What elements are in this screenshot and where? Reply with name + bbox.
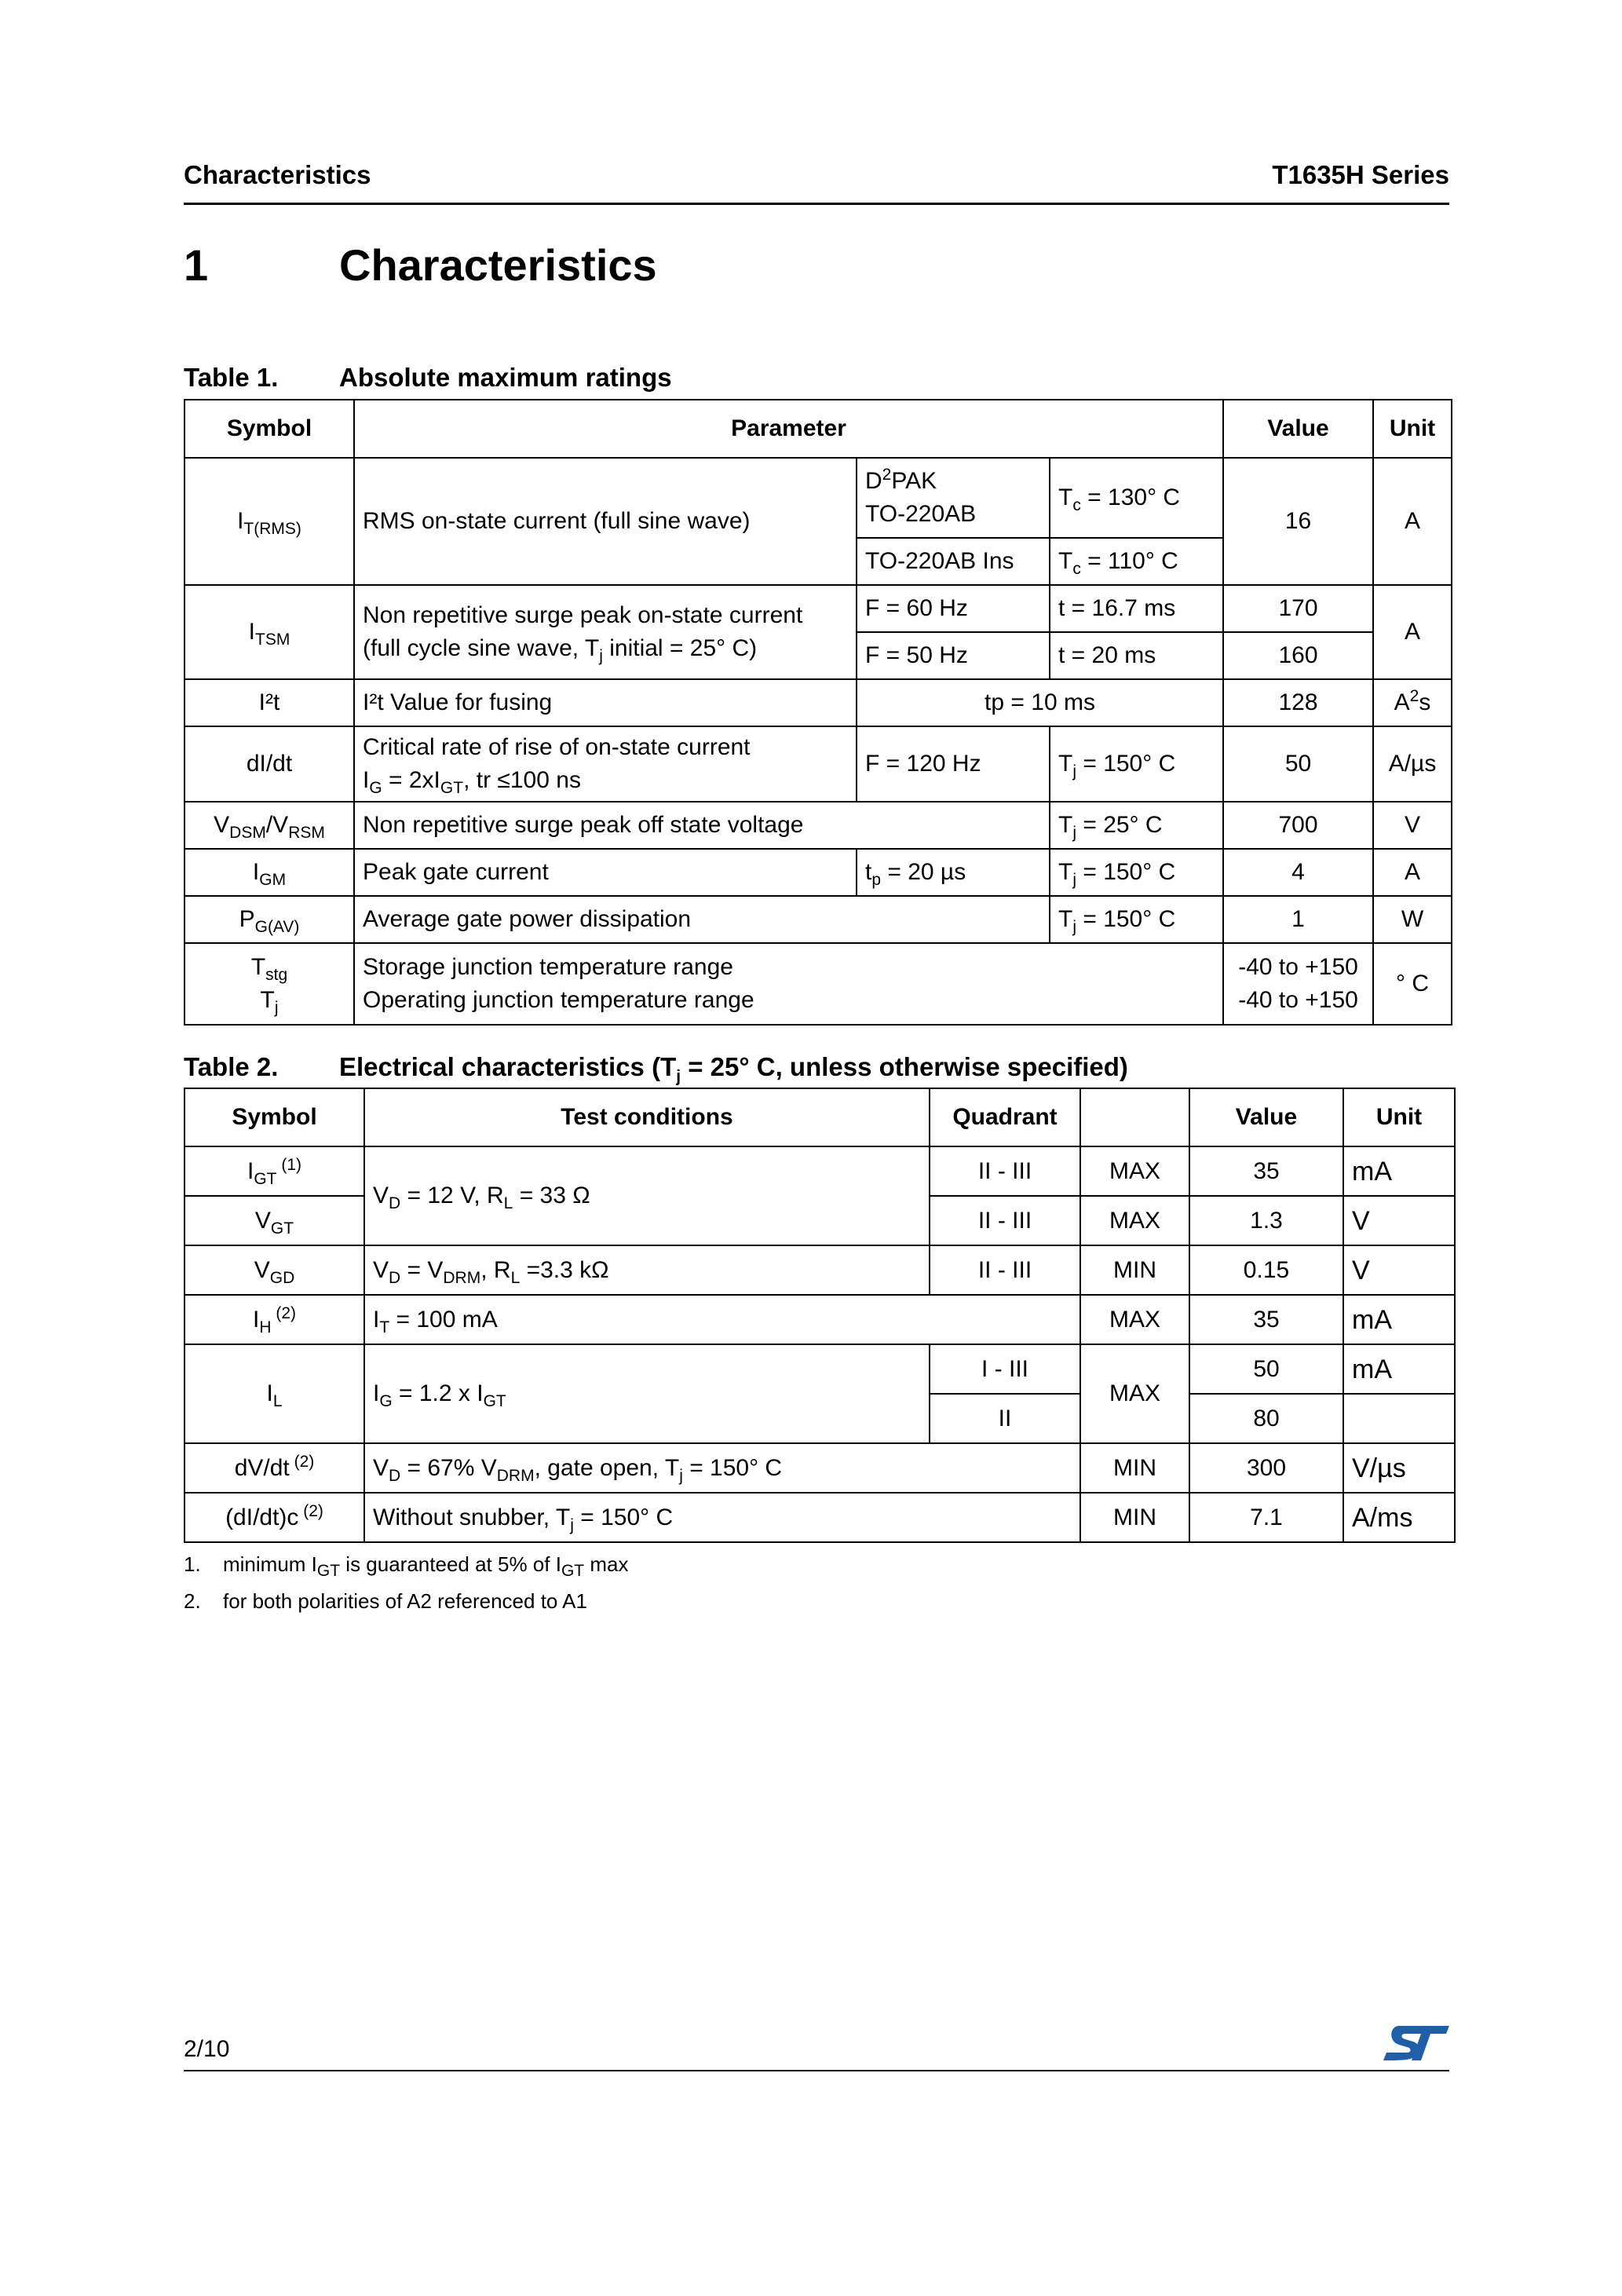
- symbol-cell: (dI/dt)c $^{(2)}$: [184, 1493, 364, 1542]
- col-header-value: Value: [1223, 400, 1373, 458]
- condition-cell: $T_j = 150^\circ$ C: [1050, 726, 1223, 802]
- footnote-1: 1. minimum $I_{GT}$ is guaranteed at 5% of $I_{GT}$ max: [184, 1552, 629, 1581]
- table-row: [184, 1146, 1455, 1196]
- value-cell: 0.15: [1189, 1245, 1343, 1295]
- value-cell: 700: [1223, 802, 1373, 849]
- header-rule: [184, 203, 1449, 205]
- table1-title: Absolute maximum ratings: [339, 363, 672, 392]
- test-condition-cell: $V_D = V_{DRM}$, $R_L =3.3$ kΩ: [364, 1245, 930, 1295]
- unit-cell: ° C: [1373, 943, 1452, 1025]
- limit-cell: MAX: [1080, 1196, 1189, 1245]
- parameter-cell: I²t Value for fusing: [354, 679, 857, 726]
- table-row: [184, 1295, 1455, 1344]
- symbol-cell: $V_{GD}$: [184, 1245, 364, 1295]
- parameter-cell: Average gate power dissipation: [354, 896, 1050, 943]
- condition-cell: F = 50 Hz: [857, 632, 1050, 679]
- col-header-unit: Unit: [1373, 400, 1452, 458]
- condition-cell: F = 60 Hz: [857, 585, 1050, 632]
- limit-cell: MAX: [1080, 1146, 1189, 1196]
- value-cell: 4: [1223, 849, 1373, 896]
- unit-cell: $A^2s$: [1373, 679, 1452, 726]
- value-cell: 300: [1189, 1443, 1343, 1493]
- limit-cell: MIN: [1080, 1493, 1189, 1542]
- value-cell: 128: [1223, 679, 1373, 726]
- test-condition-cell: $V_D = 67\%$ $V_{DRM}$, gate open, $T_j = 150^\circ$ C: [364, 1443, 1080, 1493]
- condition-cell: F = 120 Hz: [857, 726, 1050, 802]
- value-cell: 170: [1223, 585, 1373, 632]
- col-header-limit: [1080, 1088, 1189, 1146]
- symbol-cell: I²t: [184, 679, 354, 726]
- value-cell: 35: [1189, 1295, 1343, 1344]
- symbol-cell: $I_{GM}$: [184, 849, 354, 896]
- running-header-left: Characteristics: [184, 160, 371, 189]
- value-cell: 50: [1189, 1344, 1343, 1394]
- table-header-row: [184, 1088, 1455, 1146]
- value-cell: 160: [1223, 632, 1373, 679]
- condition-cell: $T_c = 110^\circ$ C: [1050, 538, 1223, 585]
- table-row: [184, 802, 1452, 849]
- test-condition-cell: $I_G = 1.2$ x $I_{GT}$: [364, 1344, 930, 1443]
- unit-cell: A: [1373, 458, 1452, 585]
- symbol-cell: dI/dt: [184, 726, 354, 802]
- symbol-cell: $V_{DSM}/V_{RSM}$: [184, 802, 354, 849]
- col-header-unit: Unit: [1343, 1088, 1455, 1146]
- limit-cell: MAX: [1080, 1344, 1189, 1443]
- symbol-cell: $P_{G(AV)}$: [184, 896, 354, 943]
- unit-cell: A/µs: [1373, 726, 1452, 802]
- unit-cell: mA: [1343, 1344, 1455, 1394]
- symbol-cell: $I_{GT}$ $^{(1)}$: [184, 1146, 364, 1196]
- unit-cell: [1343, 1394, 1455, 1443]
- col-header-value: Value: [1189, 1088, 1343, 1146]
- parameter-cell: RMS on-state current (full sine wave): [354, 458, 857, 585]
- running-header-right: T1635H Series: [1272, 160, 1449, 189]
- unit-cell: V: [1343, 1245, 1455, 1295]
- col-header-parameter: Parameter: [354, 400, 1223, 458]
- parameter-cell: Non repetitive surge peak on-state current (full cycle sine wave, $T_j$ initial = 25° C): [354, 585, 857, 679]
- parameter-cell: Critical rate of rise of on-state current $I_G = 2xI_{GT}$, tr ≤100 ns: [354, 726, 857, 802]
- unit-cell: mA: [1343, 1295, 1455, 1344]
- section-number: 1: [184, 240, 209, 290]
- value-cell: 1: [1223, 896, 1373, 943]
- symbol-cell: dV/dt $^{(2)}$: [184, 1443, 364, 1493]
- condition-cell: t = 16.7 ms: [1050, 585, 1223, 632]
- table-row: [184, 1344, 1455, 1394]
- section-title: Characteristics: [339, 240, 657, 290]
- quadrant-cell: II - III: [930, 1245, 1080, 1295]
- symbol-cell: $T_{stg}$ $T_j$: [184, 943, 354, 1025]
- parameter-cell: Peak gate current: [354, 849, 857, 896]
- limit-cell: MIN: [1080, 1443, 1189, 1493]
- col-header-symbol: Symbol: [184, 1088, 364, 1146]
- condition-cell: $T_c = 130^\circ$ C: [1050, 458, 1223, 538]
- symbol-cell: $I_L$: [184, 1344, 364, 1443]
- test-condition-cell: $V_D = 12$ V, $R_L = 33$ Ω: [364, 1146, 930, 1245]
- symbol-cell: $I_H$ $^{(2)}$: [184, 1295, 364, 1344]
- table-row: [184, 943, 1452, 1025]
- unit-cell: V/µs: [1343, 1443, 1455, 1493]
- test-condition-cell: Without snubber, $T_j = 150^\circ$ C: [364, 1493, 1080, 1542]
- page-number: 2/10: [184, 2036, 230, 2062]
- col-header-test-conditions: Test conditions: [364, 1088, 930, 1146]
- table-row: [184, 1443, 1455, 1493]
- value-cell: 1.3: [1189, 1196, 1343, 1245]
- table-row: [184, 458, 1452, 538]
- package-cell: $D^2PAK$ TO-220AB: [857, 458, 1050, 538]
- table-row: [184, 849, 1452, 896]
- parameter-cell: Non repetitive surge peak off state voltage: [354, 802, 1050, 849]
- table-row: [184, 896, 1452, 943]
- condition-cell: $T_j = 150^\circ$ C: [1050, 849, 1223, 896]
- condition-cell: t = 20 ms: [1050, 632, 1223, 679]
- table-row: [184, 726, 1452, 802]
- limit-cell: MAX: [1080, 1295, 1189, 1344]
- electrical-characteristics-table: [184, 1088, 1456, 1543]
- col-header-quadrant: Quadrant: [930, 1088, 1080, 1146]
- value-cell: -40 to +150 -40 to +150: [1223, 943, 1373, 1025]
- limit-cell: MIN: [1080, 1245, 1189, 1295]
- table2-title: Electrical characteristics ($T_j = 25^\circ$ C, unless otherwise specified): [339, 1052, 1128, 1086]
- unit-cell: A: [1373, 585, 1452, 679]
- condition-cell: tp = 10 ms: [857, 679, 1223, 726]
- symbol-cell: $I_{T(RMS)}$: [184, 458, 354, 585]
- st-logo-icon: [1382, 2023, 1451, 2064]
- condition-cell: $T_j = 25^\circ$ C: [1050, 802, 1223, 849]
- unit-cell: V: [1343, 1196, 1455, 1245]
- table-row: [184, 1245, 1455, 1295]
- symbol-cell: $V_{GT}$: [184, 1196, 364, 1245]
- condition-cell: $T_j = 150^\circ$ C: [1050, 896, 1223, 943]
- value-cell: 7.1: [1189, 1493, 1343, 1542]
- unit-cell: A: [1373, 849, 1452, 896]
- table2-label: Table 2.: [184, 1052, 279, 1081]
- value-cell: 50: [1223, 726, 1373, 802]
- condition-cell: $t_p = 20$ µs: [857, 849, 1050, 896]
- package-cell: TO-220AB Ins: [857, 538, 1050, 585]
- quadrant-cell: II - III: [930, 1196, 1080, 1245]
- table-row: [184, 679, 1452, 726]
- unit-cell: mA: [1343, 1146, 1455, 1196]
- quadrant-cell: I - III: [930, 1344, 1080, 1394]
- footer-rule: [184, 2070, 1449, 2071]
- test-condition-cell: $I_T = 100$ mA: [364, 1295, 1080, 1344]
- value-cell: 16: [1223, 458, 1373, 585]
- parameter-cell: Storage junction temperature range Operating junction temperature range: [354, 943, 1223, 1025]
- table-row: [184, 585, 1452, 632]
- value-cell: 35: [1189, 1146, 1343, 1196]
- col-header-symbol: Symbol: [184, 400, 354, 458]
- footnote-2: 2. for both polarities of A2 referenced to A1: [184, 1589, 587, 1613]
- unit-cell: V: [1373, 802, 1452, 849]
- absolute-max-ratings-table: [184, 399, 1452, 1026]
- unit-cell: A/ms: [1343, 1493, 1455, 1542]
- value-cell: 80: [1189, 1394, 1343, 1443]
- quadrant-cell: II - III: [930, 1146, 1080, 1196]
- unit-cell: W: [1373, 896, 1452, 943]
- table-row: [184, 1493, 1455, 1542]
- table-header-row: [184, 400, 1452, 458]
- symbol-cell: $I_{TSM}$: [184, 585, 354, 679]
- table1-label: Table 1.: [184, 363, 279, 392]
- quadrant-cell: II: [930, 1394, 1080, 1443]
